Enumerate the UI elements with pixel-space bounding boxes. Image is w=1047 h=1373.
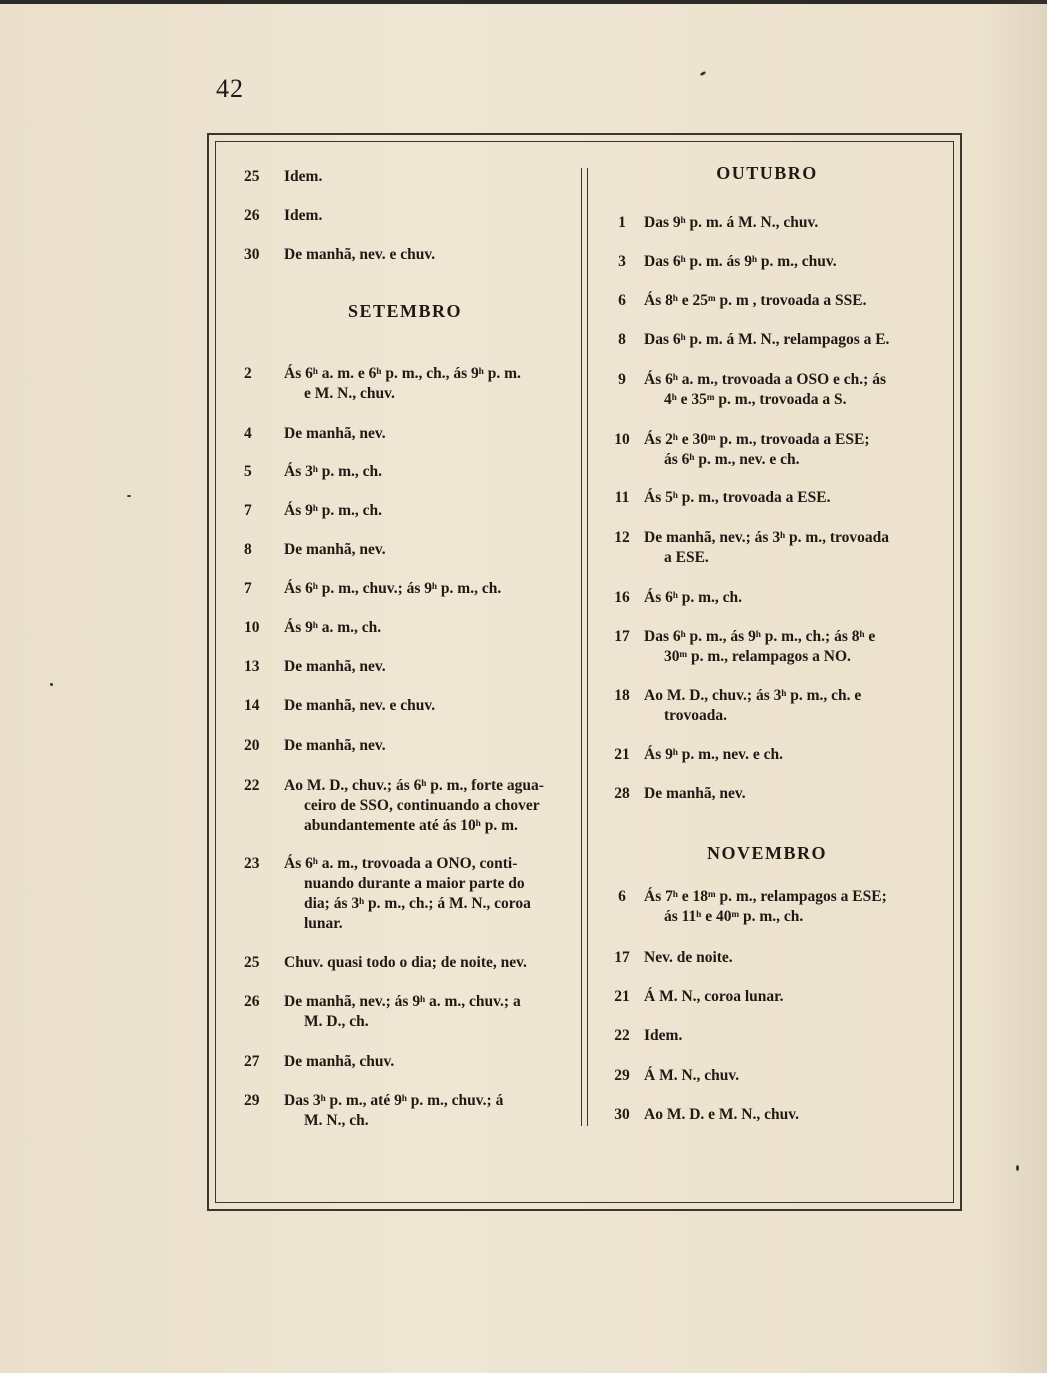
entry-day: 26 [244,207,260,224]
entry-day: 29 [614,1067,630,1084]
list-item [604,745,930,765]
list-item [244,776,566,836]
entry-line: Das 3ʰ p. m., até 9ʰ p. m., chuv.; á [284,1092,504,1109]
list-item [244,953,566,973]
entry-line: dia; ás 3ʰ p. m., ch.; á M. N., coroa [304,895,531,912]
entry-text: Ás 9ʰ a. m., ch. [284,619,382,636]
entry-text: Ás 3ʰ p. m., ch. [284,463,383,480]
entry-text: Á M. N., chuv. [644,1067,740,1084]
list-item [244,854,566,934]
entry-line: Ás 2ʰ e 30ᵐ p. m., trovoada a ESE; [644,431,870,448]
paper-speck [1016,1165,1019,1171]
entry-text [284,854,566,934]
list-item [244,364,566,404]
entry-day: 16 [614,589,630,606]
list-item [244,206,566,226]
entry-line: abundantemente até ás 10ʰ p. m. [304,817,518,834]
entry-text: Das 6ʰ p. m. ás 9ʰ p. m., chuv. [644,253,837,270]
entry-day: 29 [244,1092,260,1109]
entry-day: 6 [618,888,626,905]
entry-text [644,887,930,927]
entry-text [284,1091,566,1131]
entry-day: 14 [244,697,260,714]
entry-day: 5 [244,463,252,480]
entry-text: De manhã, chuv. [284,1053,395,1070]
entry-text [644,370,930,410]
list-item [604,252,930,272]
entry-day: 25 [244,954,260,971]
list-item [244,1091,566,1131]
entry-day: 18 [614,687,630,704]
entry-day: 12 [614,529,630,546]
entry-day: 11 [614,489,630,506]
list-item [604,488,930,508]
list-item [604,987,930,1007]
list-item [244,1052,566,1072]
list-item [604,430,930,470]
entry-text: De manhã, nev. [644,785,746,802]
entry-text: De manhã, nev. [284,658,386,675]
list-item [604,948,930,968]
paper-speck [127,495,131,497]
list-item [244,167,566,187]
entry-text: Ás 5ʰ p. m., trovoada a ESE. [644,489,831,506]
entry-line: lunar. [304,915,343,932]
list-item [244,657,566,677]
entry-day: 17 [614,628,630,645]
entry-line: e M. N., chuv. [304,385,395,402]
entry-text: De manhã, nev. e chuv. [284,246,436,263]
entry-text [284,776,566,836]
entry-line: De manhã, nev.; ás 9ʰ a. m., chuv.; a [284,993,521,1010]
entry-line: nuando durante a maior parte do [304,875,525,892]
entry-day: 27 [244,1053,260,1070]
entry-day: 3 [618,253,626,270]
list-item [604,1026,930,1046]
entry-text [644,686,930,726]
entry-day: 7 [244,580,252,597]
entry-line: trovoada. [664,707,728,724]
entry-text: Das 9ʰ p. m. á M. N., chuv. [644,214,819,231]
entry-text [644,627,930,667]
list-item [244,540,566,560]
entry-day: 10 [614,431,630,448]
entry-text: Á M. N., coroa lunar. [644,988,784,1005]
entry-line: Ás 7ʰ e 18ᵐ p. m., relampagos a ESE; [644,888,887,905]
entry-line: ás 11ʰ e 40ᵐ p. m., ch. [664,908,804,925]
entry-text [644,528,930,568]
column-divider-left [581,168,582,1126]
entry-line: Ás 6ʰ a. m., trovoada a ONO, conti- [284,855,518,872]
list-item [604,686,930,726]
list-item [604,370,930,410]
entry-day: 13 [244,658,260,675]
list-item [604,627,930,667]
entry-day: 1 [618,214,626,231]
entry-text: De manhã, nev. [284,425,386,442]
list-item [244,696,566,716]
list-item [604,528,930,568]
page-number: 42 [216,74,244,103]
entry-day: 21 [614,746,630,763]
entry-text [644,430,930,470]
list-item [604,784,930,804]
paper-speck [50,683,53,686]
column-divider-right [587,168,588,1126]
entry-day: 17 [614,949,630,966]
entry-line: Ao M. D., chuv.; ás 6ʰ p. m., forte agua- [284,777,544,794]
entry-text: Idem. [284,207,323,224]
entry-day: 23 [244,855,260,872]
list-item [604,1105,930,1125]
entry-text: Ás 9ʰ p. m., nev. e ch. [644,746,783,763]
entry-day: 8 [244,541,252,558]
list-item [604,588,930,608]
entry-day: 21 [614,988,630,1005]
list-item [244,424,566,444]
entry-day: 22 [614,1027,630,1044]
entry-line: ceiro de SSO, continuando a chover [304,797,540,814]
entry-text: Ás 8ʰ e 25ᵐ p. m , trovoada a SSE. [644,292,867,309]
entry-day: 4 [244,425,252,442]
entry-text: De manhã, nev. [284,541,386,558]
entry-day: 7 [244,502,252,519]
entry-day: 30 [244,246,260,263]
entry-line: Ás 6ʰ a. m. e 6ʰ p. m., ch., ás 9ʰ p. m. [284,365,521,382]
entry-day: 30 [614,1106,630,1123]
entry-text: De manhã, nev. [284,737,386,754]
entry-line: ás 6ʰ p. m., nev. e ch. [664,451,800,468]
entry-line: De manhã, nev.; ás 3ʰ p. m., trovoada [644,529,890,546]
entry-text: Chuv. quasi todo o dia; de noite, nev. [284,954,527,971]
list-item [244,992,566,1032]
right-column [604,0,930,1373]
entry-text: Ás 9ʰ p. m., ch. [284,502,383,519]
entry-text: De manhã, nev. e chuv. [284,697,436,714]
entry-text [284,364,566,404]
entry-day: 2 [244,365,252,382]
entry-text [284,992,566,1032]
entry-line: a ESE. [664,549,709,566]
entry-text: Idem. [284,168,323,185]
entry-day: 25 [244,168,260,185]
list-item [244,736,566,756]
entry-day: 10 [244,619,260,636]
entry-day: 22 [244,777,260,794]
entry-line: M. N., ch. [304,1112,369,1129]
entry-day: 8 [618,331,626,348]
entry-day: 9 [618,371,626,388]
list-item [244,462,566,482]
entry-text: Idem. [644,1027,683,1044]
month-heading: NOVEMBRO [707,843,827,863]
entry-text: Ás 6ʰ p. m., ch. [644,589,743,606]
entry-day: 28 [614,785,630,802]
entry-line: Ás 6ʰ a. m., trovoada a OSO e ch.; ás [644,371,886,388]
entry-day: 26 [244,993,260,1010]
list-item [604,1066,930,1086]
entry-line: Das 6ʰ p. m., ás 9ʰ p. m., ch.; ás 8ʰ e [644,628,876,645]
month-heading: OUTUBRO [716,163,818,183]
entry-text: Nev. de noite. [644,949,733,966]
entry-day: 20 [244,737,260,754]
list-item [244,579,566,599]
month-heading: SETEMBRO [347,301,463,321]
list-item [604,330,930,350]
list-item [244,618,566,638]
entry-line: 30ᵐ p. m., relampagos a NO. [664,648,851,665]
list-item [244,501,566,521]
entry-text: Ás 6ʰ p. m., chuv.; ás 9ʰ p. m., ch. [284,580,502,597]
entry-line: 4ʰ e 35ᵐ p. m., trovoada a S. [664,391,847,408]
list-item [604,291,930,311]
list-item [244,245,566,265]
entry-text: Das 6ʰ p. m. á M. N., relampagos a E. [644,331,890,348]
left-column [244,0,566,1373]
entry-text: Ao M. D. e M. N., chuv. [644,1106,799,1123]
entry-line: Ao M. D., chuv.; ás 3ʰ p. m., ch. e [644,687,862,704]
entry-line: M. D., ch. [304,1013,369,1030]
entry-day: 6 [618,292,626,309]
list-item [604,887,930,927]
list-item [604,213,930,233]
